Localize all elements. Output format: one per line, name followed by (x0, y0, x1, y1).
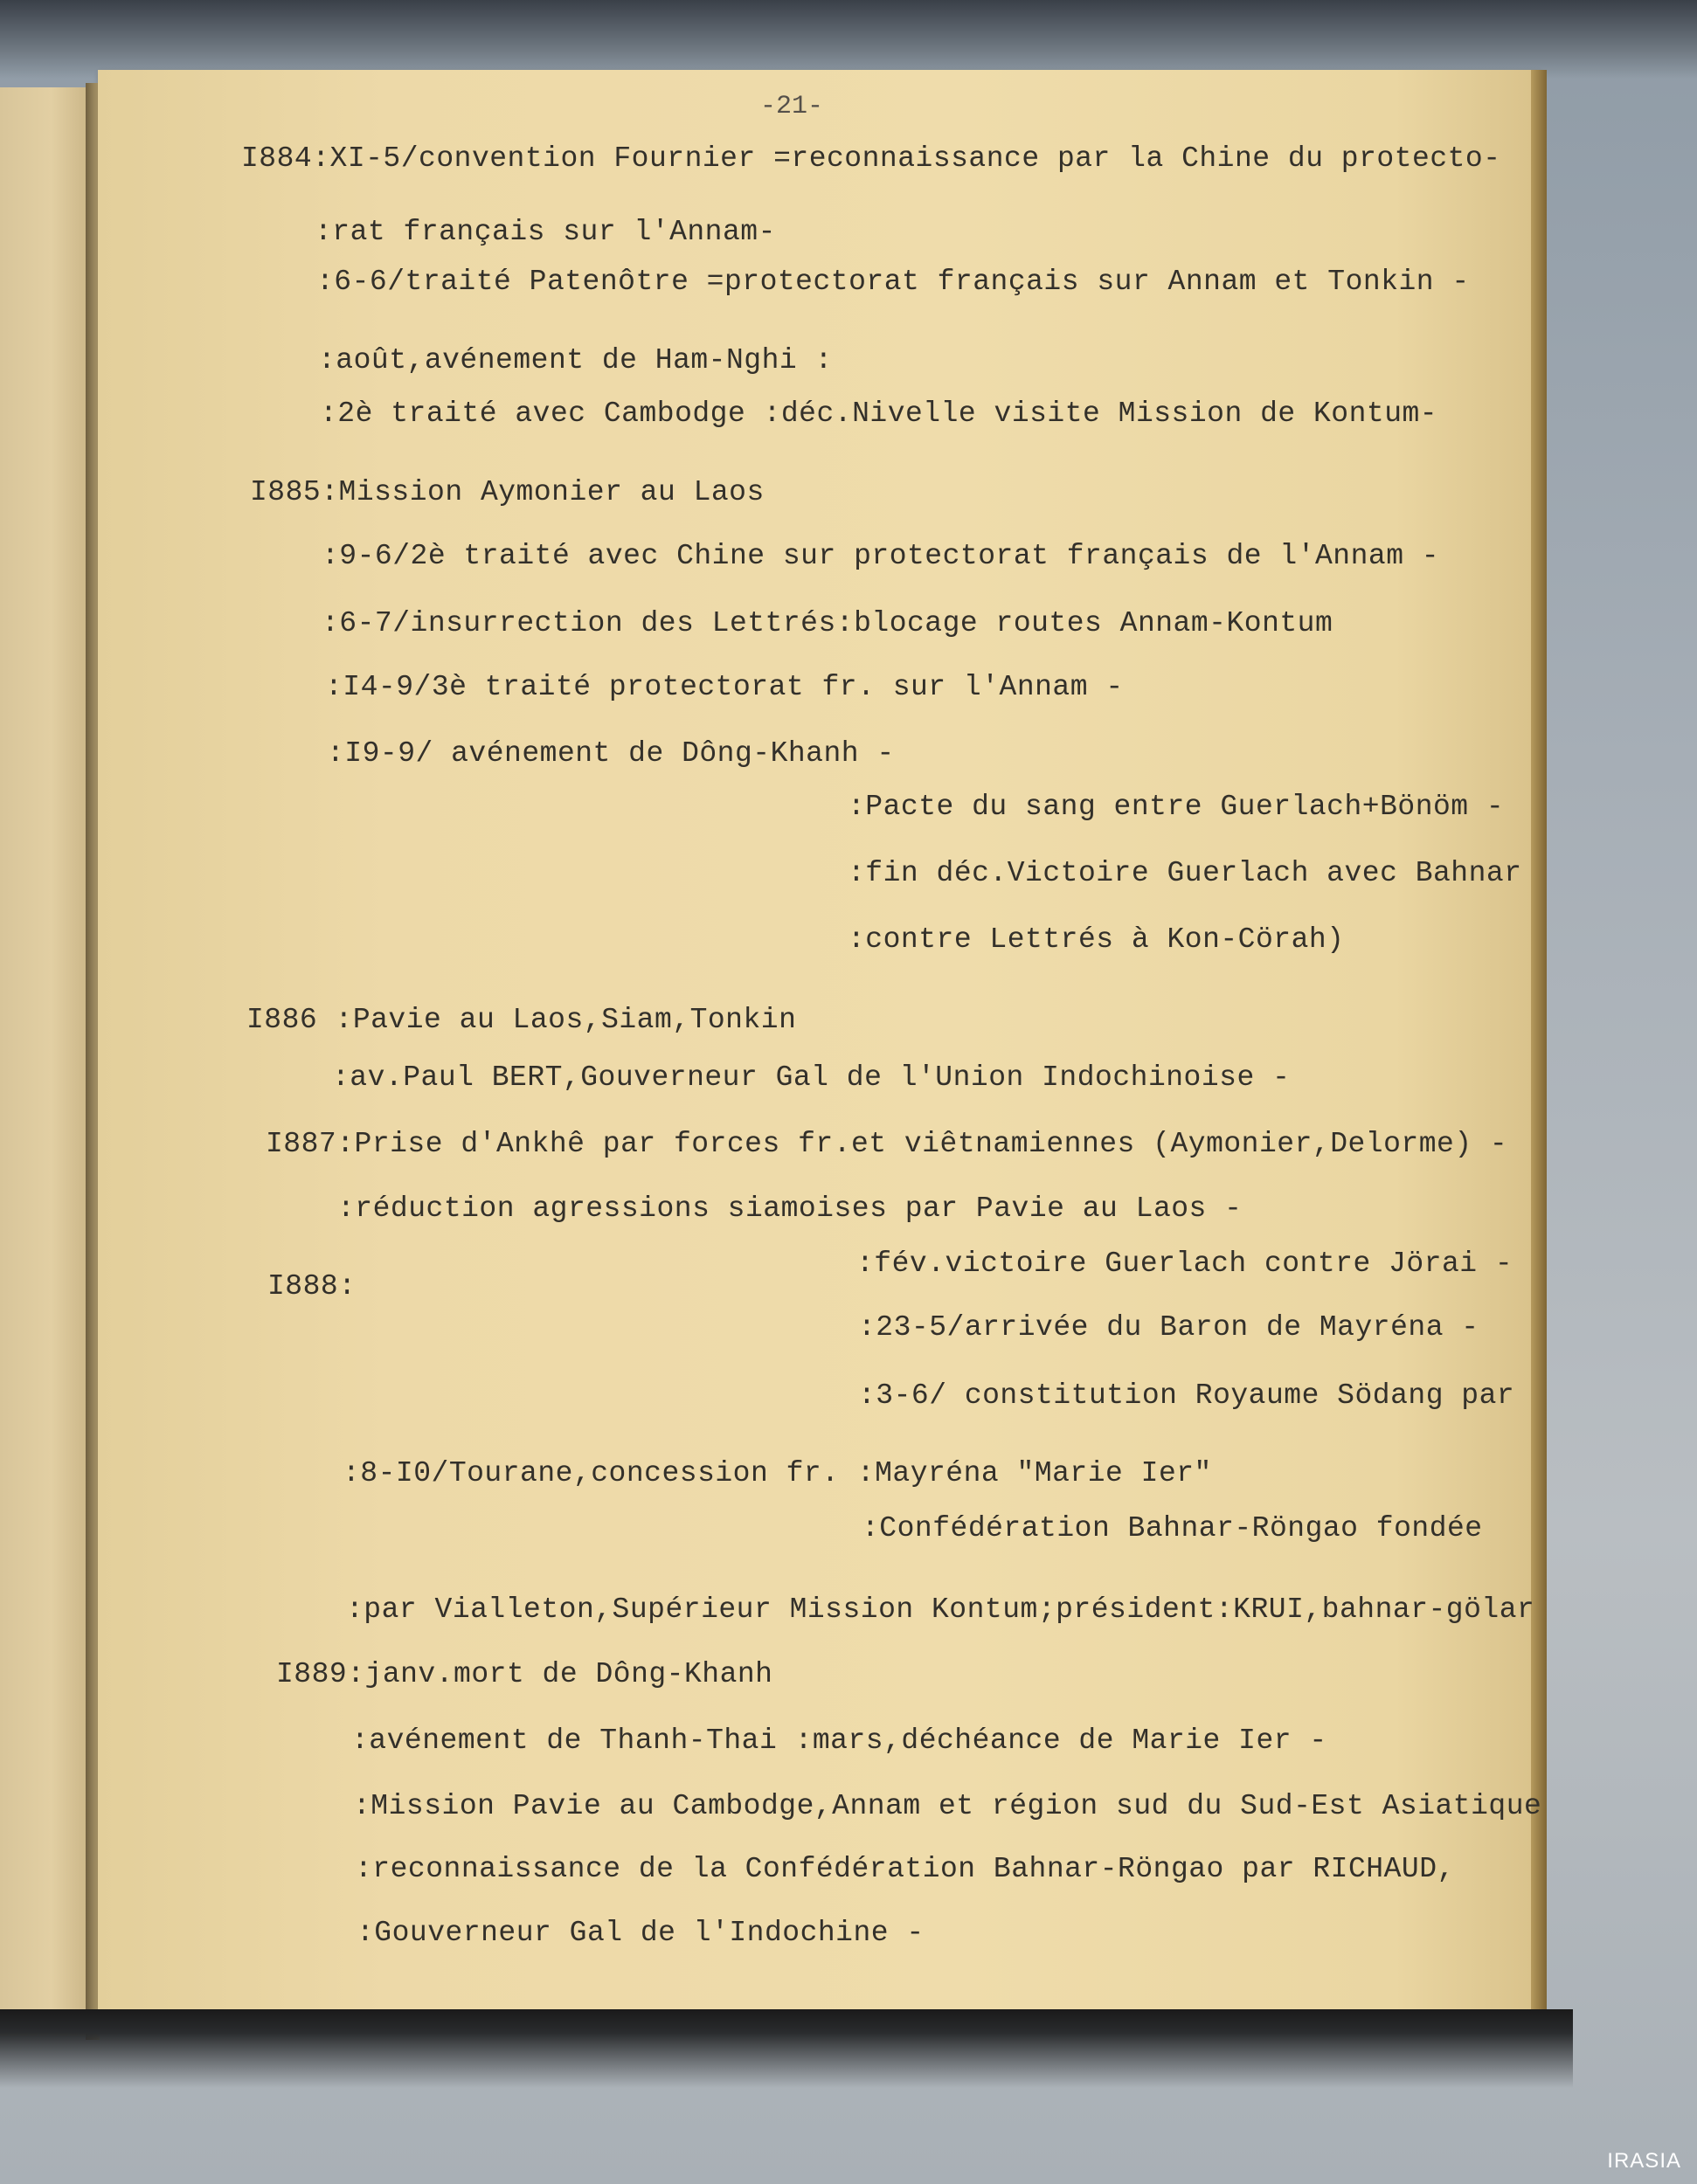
text-line: :Confédération Bahnar-Röngao fondée (862, 1512, 1483, 1545)
text-line: I888: (267, 1270, 357, 1303)
text-line: :I4-9/3è traité protectorat fr. sur l'Annam - (325, 671, 1124, 703)
text-line: :Pacte du sang entre Guerlach+Bönöm - (848, 791, 1505, 823)
irasia-watermark: IRASIA (1607, 2149, 1681, 2173)
text-line: :I9-9/ avénement de Dông-Khanh - (327, 737, 895, 770)
text-line: I889:janv.mort de Dông-Khanh (276, 1658, 773, 1690)
text-line: :av.Paul BERT,Gouverneur Gal de l'Union Indochinoise - (332, 1061, 1291, 1094)
text-line: :23-5/arrivée du Baron de Mayréna - (858, 1311, 1479, 1344)
text-line: :Gouverneur Gal de l'Indochine - (357, 1917, 925, 1949)
text-line: :reconnaissance de la Confédération Bahnar-Röngao par RICHAUD, (355, 1853, 1455, 1885)
scan-top-shadow (0, 0, 1697, 79)
page-right-edge (1531, 70, 1547, 2031)
text-line: :août,avénement de Ham-Nghi : (318, 344, 833, 377)
scan-bottom-shadow (0, 2009, 1573, 2088)
text-line: :8-I0/Tourane,concession fr. :Mayréna "Marie Ier" (343, 1457, 1212, 1489)
text-line: I886 :Pavie au Laos,Siam,Tonkin (246, 1004, 797, 1036)
text-line: :6-7/insurrection des Lettrés:blocage routes Annam-Kontum (322, 607, 1333, 639)
text-line: :9-6/2è traité avec Chine sur protectorat français de l'Annam - (322, 540, 1440, 572)
text-line: :contre Lettrés à Kon-Cörah) (848, 923, 1345, 956)
text-line: :fév.victoire Guerlach contre Jörai - (856, 1248, 1513, 1280)
text-line: :rat français sur l'Annam- (315, 216, 776, 248)
text-line: I887:Prise d'Ankhê par forces fr.et viêtnamiennes (Aymonier,Delorme) - (266, 1128, 1508, 1160)
text-line: :6-6/traité Patenôtre =protectorat français sur Annam et Tonkin - (316, 266, 1470, 298)
text-line: :fin déc.Victoire Guerlach avec Bahnar (848, 857, 1522, 889)
text-line: :3-6/ constitution Royaume Södang par (858, 1379, 1515, 1412)
text-line: :par Vialleton,Supérieur Mission Kontum;président:KRUI,bahnar-gölar (346, 1593, 1535, 1626)
text-line: :2è traité avec Cambodge :déc.Nivelle visite Mission de Kontum- (320, 397, 1438, 430)
page-number: -21- (760, 92, 824, 121)
text-line: I884:XI-5/convention Fournier =reconnaissance par la Chine du protecto- (241, 142, 1501, 175)
text-line: :réduction agressions siamoises par Pavie au Laos - (337, 1192, 1243, 1225)
left-page-edge (0, 87, 87, 2035)
text-line: :Mission Pavie au Cambodge,Annam et région sud du Sud-Est Asiatique (353, 1790, 1542, 1822)
text-line: I885:Mission Aymonier au Laos (250, 476, 765, 508)
text-line: :avénement de Thanh-Thai :mars,déchéance de Marie Ier - (351, 1724, 1327, 1757)
